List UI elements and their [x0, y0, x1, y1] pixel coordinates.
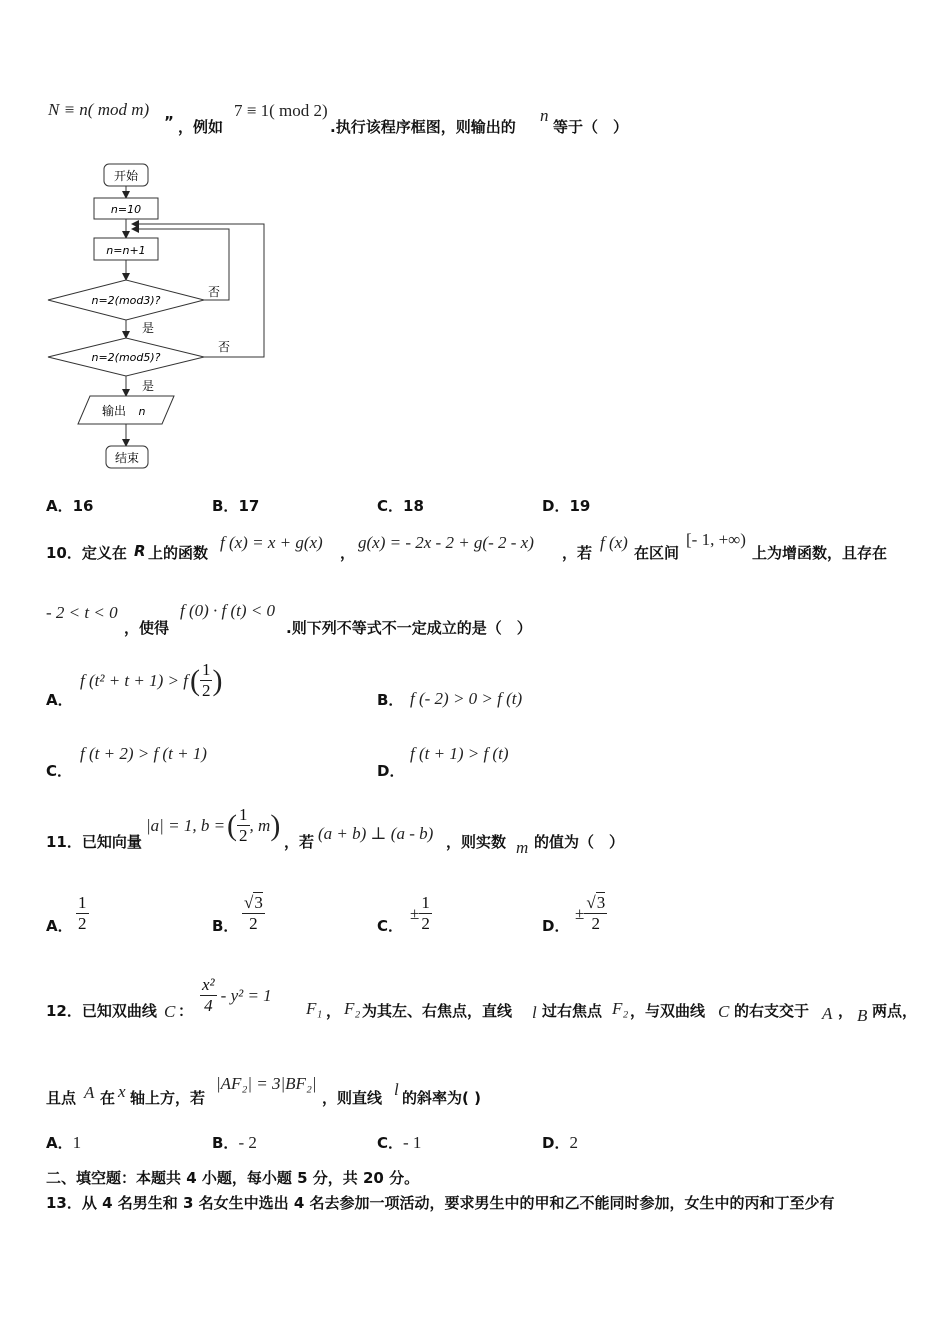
q9-option-d — [542, 495, 590, 516]
option-value: 1 — [72, 1133, 82, 1152]
q12-text2: 为其左、右焦点，直线 — [362, 1002, 513, 1020]
flow-no-2: 否 — [218, 340, 231, 354]
q11-option-b-letter: B． — [212, 917, 239, 935]
q10-text2: ，若 — [562, 544, 593, 562]
q12-text5: 的右支交于 — [734, 1002, 810, 1020]
q11-vec-b-fraction: $\frac{1}{2}$ — [239, 805, 248, 845]
q10-text6: .则下列不等式不一定成立的是（ ） — [286, 619, 532, 637]
q12-option-c — [377, 1132, 421, 1153]
flow-step-text: n=n+1 — [106, 244, 146, 257]
q10-t-range: - 2 < t < 0 — [46, 603, 118, 622]
q11-option-d-den: 2 — [591, 914, 601, 933]
q9-text-example: ，例如 — [178, 118, 224, 136]
q10-R: R — [134, 542, 146, 560]
flow-no-1: 否 — [208, 285, 221, 299]
option-letter: C． — [377, 497, 404, 515]
q12-text4: ，与双曲线 — [630, 1002, 706, 1020]
q11-vectors: |a| = 1, b = ( $\frac{1}{2}$ , m ) — [146, 805, 281, 845]
q11-option-a-num: 1 — [78, 893, 87, 912]
option-value: 16 — [72, 497, 94, 515]
option-value: 17 — [238, 497, 260, 515]
q11-text3: ，则实数 — [446, 833, 507, 851]
q12-text3: 过右焦点 — [542, 1002, 603, 1020]
q11-option-b-num: 3 — [254, 893, 263, 912]
flow-yes-1: 是 — [142, 321, 155, 335]
q10-option-a-letter: A． — [46, 691, 73, 709]
q12-option-b — [212, 1132, 257, 1153]
flow-output-var: n — [138, 405, 146, 418]
q9-option-c — [377, 495, 424, 516]
q12-text6: 两点， — [872, 1002, 918, 1020]
q11-option-c-num: 1 — [421, 893, 430, 912]
q10-interval: [- 1, +∞) — [686, 530, 746, 549]
q12-x: x — [118, 1082, 126, 1101]
q11-perp: (a + b) ⊥ (a - b) — [318, 824, 434, 843]
q12-eq-rest: - y² = 1 — [220, 985, 272, 1005]
option-value: 2 — [569, 1133, 578, 1152]
q10-text5: ，使得 — [124, 619, 170, 637]
q10-option-c-letter: C． — [46, 762, 73, 780]
q12-label: 12．已知双曲线 — [46, 1002, 157, 1020]
flow-end-text: 结束 — [114, 451, 140, 465]
option-letter: D． — [542, 1134, 570, 1152]
q11-label: 11．已知向量 — [46, 833, 142, 851]
option-value: 18 — [403, 497, 424, 515]
q10-text1: 上的函数 — [148, 544, 209, 562]
q10-option-d: f (t + 1) > f (t) — [410, 744, 509, 763]
q10-text4: 上为增函数，且存在 — [752, 544, 888, 562]
q10-option-b: f (- 2) > 0 > f (t) — [410, 689, 523, 708]
option-letter: C． — [377, 1134, 404, 1152]
q9-text-after: .执行该程序框图，则输出的 — [330, 118, 516, 136]
q12-colon: ： — [178, 1002, 194, 1020]
q11-option-d: ± $\frac{√3}{2}$ — [575, 893, 606, 933]
q9-option-b — [212, 495, 259, 516]
q12-B: B — [857, 1006, 868, 1025]
option-letter: B． — [212, 1134, 239, 1152]
q12-option-d — [542, 1132, 578, 1153]
q12-l-b: l — [394, 1080, 399, 1099]
flow-cond2-text: n=2(mod5)? — [91, 351, 161, 364]
q11-option-c-letter: C． — [377, 917, 404, 935]
q10-f-def: f (x) = x + g(x) — [220, 533, 323, 552]
q11-option-c-den: 2 — [421, 914, 430, 933]
q10-fx: f (x) — [600, 533, 628, 552]
q12-text9: ，则直线 — [322, 1089, 383, 1107]
q11-option-c-prefix: ± — [410, 903, 420, 923]
flow-yes-2: 是 — [142, 379, 155, 393]
q11-vec-a: |a| = 1, b = — [146, 815, 226, 835]
q10-condition: f (0) · f (t) < 0 — [180, 601, 276, 620]
option-value: 19 — [569, 497, 591, 515]
q10-option-a-left: f (t² + t + 1) > f — [80, 670, 188, 690]
q10-option-b-letter: B． — [377, 691, 404, 709]
q11-option-a-letter: A． — [46, 917, 73, 935]
q12-line2-a: 且点 — [46, 1089, 77, 1107]
q12-text7: 在 — [100, 1089, 116, 1107]
q12-A: A — [822, 1004, 833, 1023]
section-2-heading: 二、填空题：本题共 4 小题，每小题 5 分，共 20 分。 — [46, 1169, 420, 1187]
q12-option-a — [46, 1132, 81, 1153]
q9-text-end: 等于（ ） — [553, 118, 629, 136]
q10-option-c: f (t + 2) > f (t + 1) — [80, 744, 207, 763]
q12-F2: F₂ — [344, 999, 361, 1018]
q12-text10: 的斜率为( ) — [402, 1089, 481, 1107]
q9-formula-example: 7 ≡ 1( mod 2) — [234, 101, 328, 120]
q12-F1: F₁ — [306, 999, 323, 1018]
q11-vec-b-m: , m — [249, 815, 271, 835]
q11-option-d-prefix: ± — [575, 903, 585, 923]
q11-option-a-den: 2 — [78, 914, 87, 933]
option-letter: B． — [212, 497, 239, 515]
q12-l: l — [532, 1003, 537, 1022]
flow-cond1-text: n=2(mod3)? — [91, 294, 161, 307]
q9-quote-end: ” — [164, 113, 174, 131]
q10-label: 10．定义在 — [46, 544, 127, 562]
q11-option-b-den: 2 — [249, 914, 258, 933]
option-letter: A． — [46, 497, 73, 515]
option-letter: D． — [542, 497, 570, 515]
q12-text8: 轴上方，若 — [130, 1089, 206, 1107]
q9-flowchart — [44, 158, 274, 478]
flow-output-label: 输出 — [101, 404, 127, 418]
q11-option-d-letter: D． — [542, 917, 570, 935]
q12-F2-b: F₂ — [612, 999, 629, 1018]
q11-option-d-num: 3 — [596, 893, 606, 912]
q9-formula-definition: N ≡ n( mod m) — [48, 100, 150, 119]
q12-A-b: A — [84, 1083, 95, 1102]
flow-start-text: 开始 — [113, 169, 139, 183]
q10-text3: 在区间 — [634, 544, 680, 562]
q12-eq-num: x² — [202, 975, 215, 994]
q12-C-b: C — [718, 1002, 730, 1021]
option-value: - 2 — [238, 1133, 257, 1152]
q11-text4: 的值为（ ） — [534, 833, 625, 851]
q9-option-a — [46, 495, 93, 516]
q11-m: m — [516, 838, 529, 857]
q11-option-c — [410, 893, 432, 934]
q13-text: 13．从 4 名男生和 3 名女生中选出 4 名去参加一项活动，要求男生中的甲和乙不能同时参加，女生中的丙和丁至少有 — [46, 1194, 835, 1212]
q9-var-n: n — [540, 106, 549, 125]
q10-option-d-letter: D． — [377, 762, 405, 780]
q12-C: C — [164, 1002, 176, 1021]
q11-option-a — [76, 893, 89, 934]
q12-equation — [200, 975, 272, 1016]
q12-condition: |AF₂| = 3|BF₂| — [216, 1074, 317, 1093]
option-letter: A． — [46, 1134, 73, 1152]
q11-option-b: $\frac{√3}{2}$ — [244, 893, 263, 933]
q10-option-a: f (t² + t + 1) > f ( $\frac{1}{2}$ ) — [80, 660, 223, 700]
flow-init-text: n=10 — [110, 203, 142, 216]
q10-g-def: g(x) = - 2x - 2 + g(- 2 - x) — [358, 533, 534, 552]
option-value: - 1 — [403, 1133, 422, 1152]
q10-option-a-fraction: $\frac{1}{2}$ — [201, 660, 211, 700]
q11-text2: ，若 — [284, 833, 315, 851]
q12-eq-den: 4 — [204, 996, 213, 1015]
q10-comma: ， — [340, 544, 356, 562]
